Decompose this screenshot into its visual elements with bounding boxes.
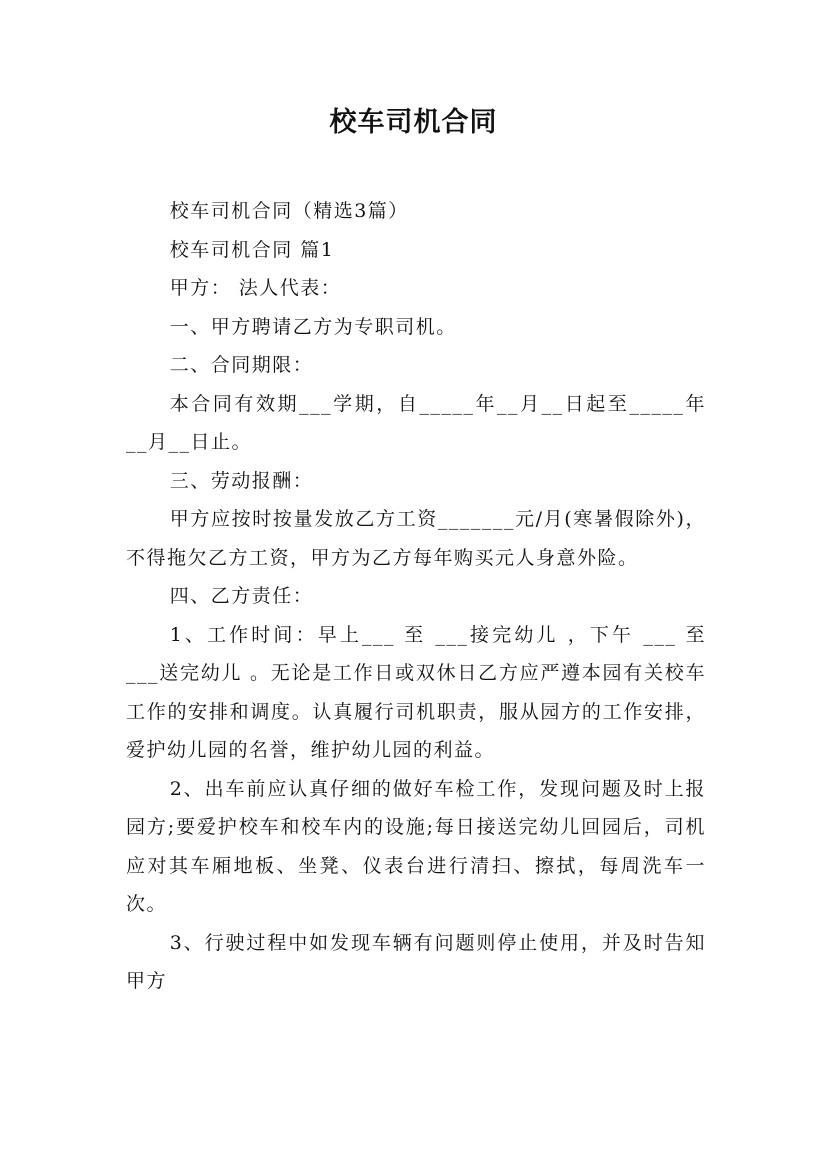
paragraph-contract-term: 本合同有效期___学期，自_____年__月__日起至_____年__月__日止。 (126, 392, 706, 453)
paragraph-work-hours: 1、工作时间：早上___ 至 ___接完幼儿 ，下午 ___ 至 ___送完幼儿 。无论是工作日或双休日乙方应严遵本园有关校车工作的安排和调度。认真履行司机职责，服从园方的工作安排，爱护幼儿园的名誉，维护幼儿园的利益。 (126, 623, 706, 761)
paragraph-clause-1: 一、甲方聘请乙方为专职司机。 (169, 315, 457, 338)
paragraph-driving-issue: 3、行驶过程中如发现车辆有问题则停止使用，并及时告知甲方 (126, 931, 706, 992)
paragraph-clause-2-heading: 二、合同期限： (169, 354, 314, 376)
paragraph-clause-4-heading: 四、乙方责任： (169, 585, 314, 607)
paragraph-section-heading: 校车司机合同 篇1 (169, 238, 335, 261)
document-title: 校车司机合同 (329, 107, 498, 138)
paragraph-vehicle-check: 2、出车前应认真仔细的做好车检工作，发现问题及时上报园方;要爱护校车和校车内的设施;每日接送完幼儿回园后，司机应对其车厢地板、坐凳、仪表台进行清扫、擦拭，每周洗车一次。 (126, 777, 706, 915)
paragraph-parties: 甲方： 法人代表： (169, 277, 342, 299)
document-body (126, 192, 706, 1001)
paragraph-subtitle: 校车司机合同（精选3篇） (169, 200, 409, 222)
paragraph-salary: 甲方应按时按量发放乙方工资_______元/月(寒暑假除外)，不得拖欠乙方工资，甲方为乙方每年购买元人身意外险。 (126, 508, 706, 569)
paragraph-clause-3-heading: 三、劳动报酬： (169, 469, 314, 492)
